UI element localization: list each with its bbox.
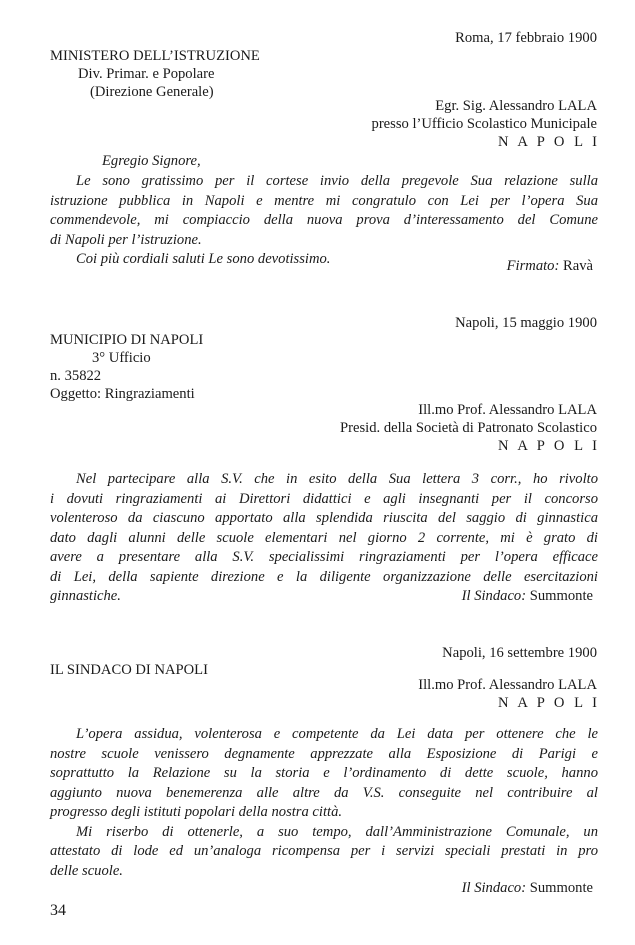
- letter-3-signature: [462, 880, 593, 897]
- letter-2-recipient-line-3: N A P O L I: [497, 438, 600, 454]
- letter-2-signature: [462, 588, 593, 605]
- letter-3-signature-label: Il Sindaco:: [461, 880, 527, 896]
- letter-2-recipient-line-1: Ill.mo Prof. Alessandro LALA: [418, 402, 597, 418]
- letter-1-body-line: di Napoli per l’istruzione.: [50, 231, 202, 248]
- letter-1-body-line: Coi più cordiali saluti Le sono devotissimo.: [76, 251, 331, 267]
- letter-2-sender-line-2: 3° Ufficio: [92, 350, 151, 366]
- letter-1-sender-line-1: MINISTERO DELL’ISTRUZIONE: [50, 48, 260, 64]
- letter-2-sender-line-3: n. 35822: [50, 368, 102, 384]
- letter-2-body-line: dato dagli alunni delle scuole elementari nel giorno 2 corrente, mi è grato di: [50, 529, 598, 546]
- letter-3-date: Napoli, 16 settembre 1900: [442, 645, 597, 661]
- page-number: 34: [50, 902, 66, 919]
- letter-2-body-line: avere a presentare alla S.V. specialissimi ringraziamenti per l’opera efficace: [50, 549, 598, 565]
- letter-3-body-line: Mi riserbo di ottenerle, a suo tempo, dall’Amministrazione Comunale, un: [76, 823, 598, 840]
- letter-2-signature-label: Il Sindaco:: [461, 588, 527, 604]
- letter-3-body-line: delle scuole.: [50, 862, 123, 879]
- letter-1-body-line: commendevole, mi compiaccio della nuova prova d’interessamento del Comune: [50, 212, 598, 228]
- letter-1-sender-line-3: (Direzione Generale): [90, 84, 214, 100]
- letter-1-signature: [507, 258, 593, 275]
- letter-2-body-line: i dovuti ringraziamenti ai Direttori didattici e agli insegnanti per il concorso: [50, 490, 598, 507]
- letter-2-sender-line-4: Oggetto: Ringraziamenti: [50, 386, 195, 402]
- letter-1-date: Roma, 17 febbraio 1900: [455, 30, 597, 46]
- letter-2-signature-name: Summonte: [529, 588, 593, 604]
- letter-3-sender-line-1: IL SINDACO DI NAPOLI: [50, 662, 208, 678]
- letter-1-body-line: Le sono gratissimo per il cortese invio della pregevole Sua relazione sulla: [76, 173, 598, 189]
- letter-3-body-line: soprattutto la Relazione su la storia e l’ordinamento di dette scuole, hanno: [50, 765, 598, 781]
- letter-3-body-line: progresso degli istituti popolari della nostra città.: [50, 804, 343, 820]
- letter-3-body-line: aggiunto nuova benemerenza alle altre da V.S. conseguite nel contribuire al: [50, 784, 598, 801]
- letter-3-body-line: L’opera assidua, volenterosa e competente da Lei data per ottenere che le: [76, 726, 598, 742]
- letter-3-body-line: nostre scuole venissero degnamente apprezzate alla Esposizione di Parigi e: [50, 745, 598, 762]
- letter-3-body-line: attestato di lode ed un’analoga ricompensa per i servizi speciali prestati in pro: [50, 843, 598, 859]
- letter-1-signature-label: Firmato:: [506, 258, 560, 274]
- letter-1-salutation: Egregio Signore,: [102, 153, 201, 169]
- letter-2-body-line: volenteroso da ciascuno apportato alla splendida riuscita del saggio di ginnastica: [50, 510, 598, 526]
- letter-1-sender-line-2: Div. Primar. e Popolare: [78, 66, 215, 82]
- letter-2-body-line: di Lei, della sapiente direzione e la diligente organizzazione delle esercitazioni: [50, 568, 598, 585]
- letter-1-body-line: istruzione pubblica in Napoli e mentre mi congratulo con Lei per l’opera Sua: [50, 192, 598, 209]
- letter-1-body: [50, 172, 598, 270]
- letter-3-signature-name: Summonte: [529, 880, 593, 896]
- letter-1-recipient-line-1: Egr. Sig. Alessandro LALA: [435, 98, 597, 114]
- letter-1-signature-name: Ravà: [563, 258, 593, 274]
- letter-2-body-line: ginnastiche.: [50, 588, 121, 604]
- letter-3-body: [50, 725, 598, 881]
- letter-2-date: Napoli, 15 maggio 1900: [455, 315, 597, 331]
- letter-3-recipient-line-1: Ill.mo Prof. Alessandro LALA: [418, 677, 597, 693]
- letter-2-sender-line-1: MUNICIPIO DI NAPOLI: [50, 332, 204, 348]
- letter-2-recipient-line-2: Presid. della Società di Patronato Scolastico: [340, 420, 597, 436]
- letter-2-body: [50, 470, 598, 607]
- letter-3-recipient-line-2: N A P O L I: [497, 695, 600, 711]
- letter-1-recipient-line-3: N A P O L I: [497, 134, 600, 150]
- letter-2-body-line: Nel partecipare alla S.V. che in esito della Sua lettera 3 corr., ho rivolto: [76, 471, 598, 487]
- letter-1-recipient-line-2: presso l’Ufficio Scolastico Municipale: [371, 116, 597, 132]
